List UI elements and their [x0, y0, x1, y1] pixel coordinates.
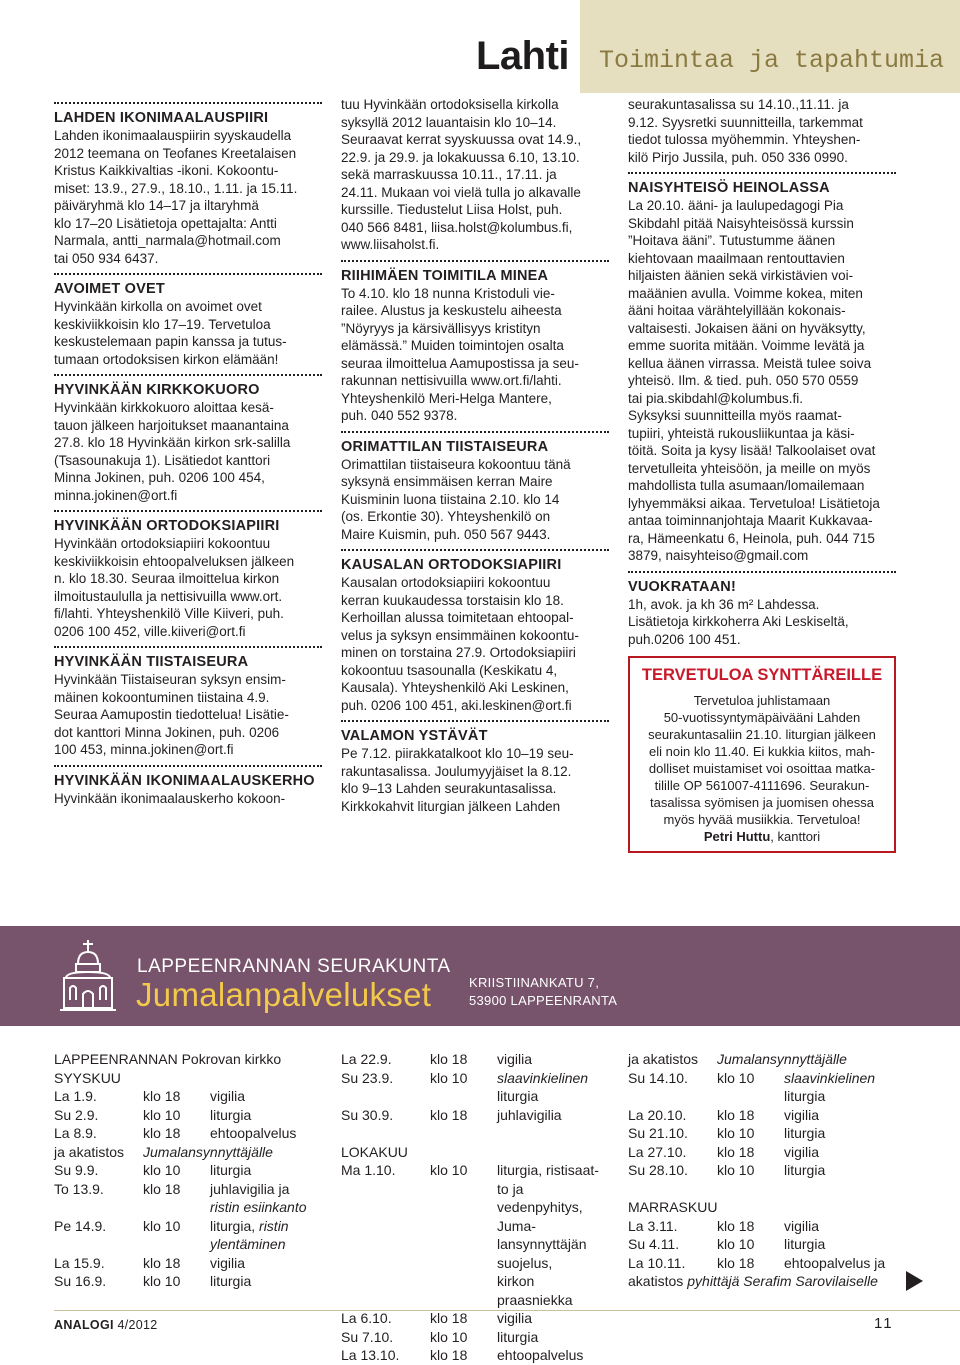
schedule-row — [628, 1106, 898, 1125]
banner-parish: LAPPEENRANNAN SEURAKUNTA — [137, 956, 451, 977]
section-body: Hyvinkään ikonimaalauskerho kokoon- — [54, 790, 286, 806]
service-day: La 13.10. — [341, 1347, 400, 1363]
service-title: liturgia — [210, 1162, 252, 1178]
service-title: vigilia — [210, 1254, 246, 1271]
service-time: klo 18 — [717, 1217, 755, 1234]
schedule-row — [628, 1217, 898, 1236]
column-1 — [54, 96, 322, 807]
banner-address: KRIISTIINANKATU 7, 53900 LAPPEENRANTA — [469, 975, 618, 1008]
service-name — [210, 1254, 324, 1273]
section-body: To 4.10. klo 18 nunna Kristoduli vie- railee. Alustus ja keskustelu aiheesta ”Nöyryys ja kärsivällisyys kristityn elämässä.” Muiden toimintojen osalta seuraa ilmoittelua Aamupostissa ja seu- rakunnan nettisivuilla www.ort.fi/lahti. Yhteyshenkilö Meri-Helga Mantere, puh. 040 552 9378. — [341, 285, 579, 423]
schedule-column-1 — [54, 1050, 324, 1291]
schedule-row — [341, 1346, 611, 1365]
section-body: Orimattilan tiistaiseura kokoontuu tänä syksynä ensimmäisen kerran Maire Kuisminin luona tiistaina 2.10. klo 14 (os. Erkontie 30). Yhteyshenkilö on Maire Kuismin, puh. 050 567 9443. — [341, 456, 571, 542]
service-title: liturgia — [784, 1125, 826, 1141]
church-icon — [56, 938, 120, 1014]
schedule-list-2 — [341, 1050, 611, 1365]
schedule-row — [628, 1254, 898, 1273]
service-title: liturgia — [210, 1273, 252, 1289]
service-title: liturgia, ristisaat- to ja vedenpyhitys, Juma- lansynnyttäjän suojelus, kirkon praasniekka — [497, 1162, 599, 1308]
schedule-list-1 — [54, 1069, 324, 1291]
section-body: Hyvinkään ortodoksiapiiri kokoontuu keskiviikkoisin ehtoopalveluksen jälkeen n. klo 18.30. Seuraa ilmoittelua kirkon ilmoitustaululla ja nettisivuilla www.ort. fi/lahti. Yhteyshenkilö Ville Kiiveri, puh. 0206 100 452, ville.kiiveri@ort.fi — [54, 536, 295, 639]
service-name — [497, 1328, 611, 1347]
service-day: Su 9.9. — [54, 1162, 99, 1178]
service-title: Jumalansynnyttäjälle — [717, 1051, 847, 1067]
service-day: Pe 14.9. — [54, 1217, 107, 1234]
service-name — [784, 1124, 898, 1143]
section-title: HYVINKÄÄN IKONIMAALAUSKERHO — [54, 772, 315, 789]
service-day: La 10.11. — [628, 1254, 686, 1271]
service-day: To 13.9. — [54, 1180, 104, 1197]
section-body: seurakuntasalissa su 14.10.,11.11. ja 9.12. Syysretki suunnitteilla, tarkemmat tiedot tulossa myöhemmin. Yhteyshen- kilö Pirjo Jussila, puh. 050 336 0990. — [628, 97, 863, 165]
section-body: 1h, avok. ja kh 36 m² Lahdessa. Lisätietoja kirkkoherra Aki Leskiseltä, puh.0206 100 451. — [628, 596, 849, 647]
service-time: klo 18 — [717, 1143, 755, 1160]
schedule-month: SYYSKUU — [54, 1069, 121, 1086]
service-time: klo 10 — [717, 1162, 755, 1178]
service-time: klo 18 — [717, 1106, 755, 1123]
schedule-row — [341, 1161, 611, 1309]
service-name — [784, 1106, 898, 1125]
service-day: La 6.10. — [341, 1310, 392, 1326]
service-day: Su 16.9. — [54, 1273, 107, 1289]
service-day: La 15.9. — [54, 1254, 105, 1271]
service-title: vigilia — [784, 1106, 820, 1123]
services-banner — [0, 926, 960, 1026]
service-title: slaavinkielinen — [784, 1069, 876, 1086]
page-number: 11 — [874, 1315, 894, 1332]
section-title: HYVINKÄÄN TIISTAISEURA — [54, 654, 249, 670]
birthday-notice — [628, 656, 896, 853]
service-time: klo 10 — [430, 1328, 468, 1345]
service-name — [210, 1180, 324, 1217]
service-subtitle: ylentäminen — [210, 1236, 286, 1252]
service-name — [497, 1106, 611, 1125]
section-title: AVOIMET OVET — [54, 281, 165, 297]
schedule-row — [54, 1254, 324, 1273]
service-time: klo 10 — [143, 1217, 181, 1234]
section-body: Hyvinkään Tiistaiseuran syksyn ensim- mäinen kokoontuminen tiistaina 4.9. Seuraa Aamupostin tiedottelua! Lisätie- dot kanttori Minna Jokinen, puh. 0206 100 453, minna.jokinen@ort.fi — [54, 672, 289, 757]
section-title: KAUSALAN ORTODOKSIAPIIRI — [341, 557, 562, 573]
service-time: klo 18 — [143, 1254, 181, 1271]
birthday-title: TERVETULOA SYNTTÄREILLE — [641, 666, 883, 684]
service-title: vigilia — [497, 1310, 533, 1326]
schedule-row — [628, 1161, 898, 1180]
schedule-row — [54, 1217, 324, 1254]
service-time: klo 18 — [143, 1088, 181, 1104]
schedule-row — [54, 1124, 324, 1143]
section-body: Pe 7.12. piirakkatalkoot klo 10–19 seu- rakuntasalissa. Joulumyyjäiset la 8.12. klo 9–13 Lahden seurakuntasalissa. Kirkkokahvit liturgian jälkeen Lahden — [341, 746, 574, 814]
signature-role: , kanttori — [770, 829, 821, 844]
service-title: Jumalansynnyttäjälle — [143, 1143, 273, 1160]
service-name — [497, 1309, 611, 1328]
service-day: La 1.9. — [54, 1088, 97, 1104]
section-title: LAHDEN IKONIMAALAUSPIIRI — [54, 110, 269, 126]
schedule-row — [628, 1124, 898, 1143]
section-title: HYVINKÄÄN KIRKKOKUORO — [54, 382, 260, 398]
service-title: vigilia — [784, 1143, 820, 1160]
schedule-row — [54, 1087, 324, 1106]
section-title: VALAMON YSTÄVÄT — [341, 728, 488, 744]
service-day: La 22.9. — [341, 1051, 392, 1067]
section-divider — [341, 549, 609, 551]
section-divider — [54, 646, 322, 648]
section-title: NAISYHTEISÖ HEINOLASSA — [628, 180, 830, 196]
service-day: Su 21.10. — [628, 1125, 688, 1141]
service-day: La 8.9. — [54, 1125, 97, 1141]
schedule-row — [54, 1272, 324, 1291]
service-time: klo 18 — [430, 1310, 468, 1326]
service-name — [784, 1161, 898, 1180]
service-title: liturgia — [784, 1236, 826, 1252]
service-time: klo 10 — [430, 1162, 468, 1178]
service-title: ehtoopalvelus ja — [784, 1254, 886, 1271]
page-header — [0, 0, 960, 93]
service-day: Su 4.11. — [628, 1236, 680, 1252]
section-body: La 20.10. ääni- ja laulupedagogi Pia Skibdahl pitää Naisyhteisössä kurssin ”Hoitava ääni”. Tutustumme äänen kiehtovaan maailmaan rentouttavien hiljaisten äänien sekä virkistävien voi- maäänien avulla. Voimme kokea, miten ääni hoitaa värähtelyillään kokonais- valtaisesti. Jokaisen ääni on hyväksytty, emme suorita mitään. Voimme levätä ja kellua äänen virrassa. Meistä tulee soiva yhteisö. Ilm. & tied. puh. 050 570 0559 tai pia.skibdahl@kolumbus.fi. Syksyksi suunnitteilla myös raamat- tupiiri, yhteistä rukousliikuntaa ja käsi- töitä. Soita ja kysy lisää! Talkoolaiset ovat tervetulleita yhteisöön, ja meille on myös mahdollista tulla asumaan/lomailemaan lyhyemmäksi aikaa. Tervetuloa! Lisätietoja antaa toiminnanjohtaja Maarit Kukkavaa- ra, Hämeenkatu 6, Heinola, puh. 044 715 3879, naisyhteiso@gmail.com — [628, 198, 880, 563]
section-title: HYVINKÄÄN ORTODOKSIAPIIRI — [54, 518, 280, 534]
section-body: Hyvinkään kirkolla on avoimet ovet keskiviikkoisin klo 17–19. Tervetuloa keskustelemaan papin kanssa ja tutus- tumaan ortodoksisen kirkon elämään! — [54, 299, 287, 367]
schedule-month: MARRASKUU — [628, 1199, 718, 1215]
column-3 — [628, 96, 896, 853]
section-divider — [54, 765, 322, 767]
service-day: akatistos — [628, 1273, 684, 1289]
service-day: Su 23.9. — [341, 1069, 394, 1086]
section-divider — [54, 374, 322, 376]
service-day: Su 28.10. — [628, 1162, 688, 1178]
schedule-column-3 — [628, 1050, 898, 1291]
service-title: pyhittäjä Serafim Sarovilaiselle — [687, 1273, 878, 1289]
section-title: RIIHIMÄEN TOIMITILA MINEA — [341, 267, 549, 284]
service-name — [687, 1272, 898, 1291]
service-day: Su 7.10. — [341, 1328, 394, 1345]
section-body: Kausalan ortodoksiapiiri kokoontuu kerran kuukaudessa torstaisin klo 18. Kerhoillan alussa toimitetaan ehtoopal- velus ja syksyn ensimmäinen kokoontu- minen on torstaina 27.9. Ortodoksiapiiri kokoontuu tsasounalla (Keskikatu 4, Kausala). Yhteyshenkilö Aki Leskinen, puh. 0206 100 451, aki.leskinen@ort.fi — [341, 575, 579, 713]
schedule-row — [341, 1328, 611, 1347]
service-title: juhlavigilia — [497, 1106, 562, 1123]
schedule-row — [628, 1050, 898, 1069]
service-day: ja akatistos — [54, 1143, 125, 1160]
service-day: Su 30.9. — [341, 1106, 394, 1123]
service-day: La 20.10. — [628, 1106, 687, 1123]
service-time: klo 18 — [430, 1106, 468, 1123]
service-name — [717, 1050, 898, 1069]
service-name — [784, 1069, 898, 1106]
service-name — [497, 1161, 611, 1309]
magazine-name: ANALOGI — [54, 1318, 114, 1332]
service-name — [784, 1217, 898, 1236]
birthday-body: Tervetuloa juhlistamaan 50-vuotissyntymäpäivääni Lahden seurakuntasaliin 21.10. liturgian jälkeen eli noin klo 11.40. Ei kukkia kiitos, mah- dolliset muistamiset voi osoittaa matka- tilille OP 561007-4111696. Seurakun- tasalissa syömisen ja juomisen ohessa myös hyvää musiikkia. Tervetuloa! — [648, 693, 876, 827]
schedule-row — [54, 1106, 324, 1125]
service-name — [143, 1143, 324, 1162]
schedule-column-2 — [341, 1050, 611, 1365]
schedule-gap — [341, 1124, 611, 1143]
service-name — [784, 1143, 898, 1162]
section-body: Hyvinkään kirkkokuoro aloittaa kesä- tauon jälkeen harjoitukset maanantaina 27.8. klo 18 Hyvinkään kirkon srk-salilla (Tsasounakuja 1). Lisätiedot kanttori Minna Jokinen, puh. 0206 100 454, minna.jokinen@ort.fi — [54, 400, 291, 503]
schedule-row — [341, 1106, 611, 1125]
schedule-row — [54, 1143, 324, 1162]
schedule-month: LOKAKUU — [341, 1143, 408, 1160]
service-name — [210, 1087, 324, 1106]
service-time: klo 10 — [143, 1162, 181, 1178]
schedule-church — [54, 1050, 324, 1069]
service-time: klo 10 — [717, 1069, 755, 1086]
service-name — [210, 1161, 324, 1180]
schedule-row — [628, 1235, 898, 1254]
service-name — [210, 1217, 324, 1254]
service-title: liturgia — [784, 1162, 826, 1178]
section-body: Lahden ikonimaalauspiirin syyskaudella 2012 teemana on Teofanes Kreetalaisen Kristus Kaikkivaltias -ikoni. Kokoontu- miset: 13.9., 27.9., 18.10., 1.11. ja 15.11. päiväryhmä klo 14–17 ja iltaryhmä klo 17–20 Lisätietoja opettajalta: Antti Narmala, antti_narmala@hotmail.com tai 050 934 6437. — [54, 128, 298, 266]
service-time: klo 10 — [717, 1236, 755, 1252]
schedule-row — [341, 1069, 611, 1106]
header-city: Lahti — [476, 34, 570, 78]
service-time: klo 18 — [143, 1125, 181, 1141]
service-day: ja akatistos — [628, 1051, 699, 1067]
service-day: Su 14.10. — [628, 1069, 688, 1086]
service-day: Su 2.9. — [54, 1106, 99, 1123]
section-divider — [341, 260, 609, 262]
birthday-signature — [636, 828, 888, 845]
service-name — [210, 1272, 324, 1291]
section-body: tuu Hyvinkään ortodoksisella kirkolla syksyllä 2012 lauantaisin klo 10–14. Seuraavat kerrat syyskuussa ovat 14.9., 22.9. ja 29.9. ja lokakuussa 6.10, 13.10. sekä marraskuussa 10.11., 17.11. ja 24.11. Mukaan voi vielä tulla jo alkavalle kurssille. Tiedustelut Liisa Holst, puh. 040 566 8481, liisa.holst@kolumbus.fi, www.liisaholst.fi. — [341, 97, 582, 252]
service-title: ehtoopalvelus — [210, 1125, 297, 1141]
service-time: klo 10 — [430, 1069, 468, 1086]
service-time: klo 10 — [143, 1106, 181, 1123]
section-divider — [628, 571, 896, 573]
signature-name: Petri Huttu — [703, 829, 771, 844]
footer-magazine — [54, 1318, 158, 1332]
service-title: liturgia, — [210, 1217, 260, 1234]
service-name — [497, 1346, 611, 1365]
banner-title: Jumalanpalvelukset — [136, 976, 432, 1013]
church-prefix: LAPPEENRANNAN — [54, 1051, 182, 1067]
service-name — [497, 1050, 611, 1069]
schedule-row — [628, 1272, 898, 1291]
section-divider — [54, 510, 322, 512]
arrow-right-icon — [906, 1271, 923, 1291]
section-divider — [341, 431, 609, 433]
service-title: vigilia — [784, 1217, 820, 1234]
section-divider — [628, 172, 896, 174]
section-divider — [341, 720, 609, 722]
service-name — [784, 1254, 898, 1273]
church-name: Pokrovan kirkko — [181, 1051, 282, 1067]
schedule-row — [628, 1069, 898, 1106]
schedule-row — [628, 1143, 898, 1162]
footer-rule — [54, 1310, 960, 1311]
service-time: klo 10 — [143, 1273, 181, 1289]
schedule-row — [54, 1161, 324, 1180]
service-title: liturgia — [210, 1106, 252, 1123]
section-title: ORIMATTILAN TIISTAISEURA — [341, 438, 549, 455]
service-title: ehtoopalvelus — [497, 1347, 584, 1363]
service-day: La 3.11. — [628, 1217, 678, 1234]
service-title: slaavinkielinen — [497, 1069, 589, 1086]
service-time: klo 10 — [717, 1125, 755, 1141]
service-name — [784, 1235, 898, 1254]
service-time: klo 18 — [717, 1254, 755, 1271]
schedule-list-3 — [628, 1050, 898, 1291]
service-subtitle: liturgia — [784, 1088, 826, 1104]
service-day: Ma 1.10. — [341, 1162, 396, 1178]
schedule-row — [341, 1050, 611, 1069]
service-title: vigilia — [497, 1051, 533, 1067]
section-divider — [54, 102, 322, 104]
schedule-row — [54, 1180, 324, 1217]
service-title: vigilia — [210, 1088, 246, 1104]
service-title: juhlavigilia ja — [210, 1180, 290, 1197]
service-time: klo 18 — [143, 1180, 181, 1197]
service-title-italic: ristin — [259, 1217, 289, 1234]
column-2 — [341, 96, 609, 815]
schedule-gap — [628, 1180, 898, 1199]
service-time: klo 18 — [430, 1051, 468, 1067]
service-title: liturgia — [497, 1328, 539, 1345]
service-name — [210, 1124, 324, 1143]
service-subtitle: liturgia — [497, 1088, 539, 1104]
service-day: La 27.10. — [628, 1143, 687, 1160]
service-subtitle: ristin esiinkanto — [210, 1199, 307, 1215]
service-time: klo 18 — [430, 1347, 468, 1363]
schedule-row — [341, 1309, 611, 1328]
magazine-issue: 4/2012 — [113, 1318, 158, 1332]
service-name — [497, 1069, 611, 1106]
section-divider — [54, 273, 322, 275]
header-section: Toimintaa ja tapahtumia — [599, 46, 945, 75]
section-title: VUOKRATAAN! — [628, 578, 736, 595]
service-name — [210, 1106, 324, 1125]
